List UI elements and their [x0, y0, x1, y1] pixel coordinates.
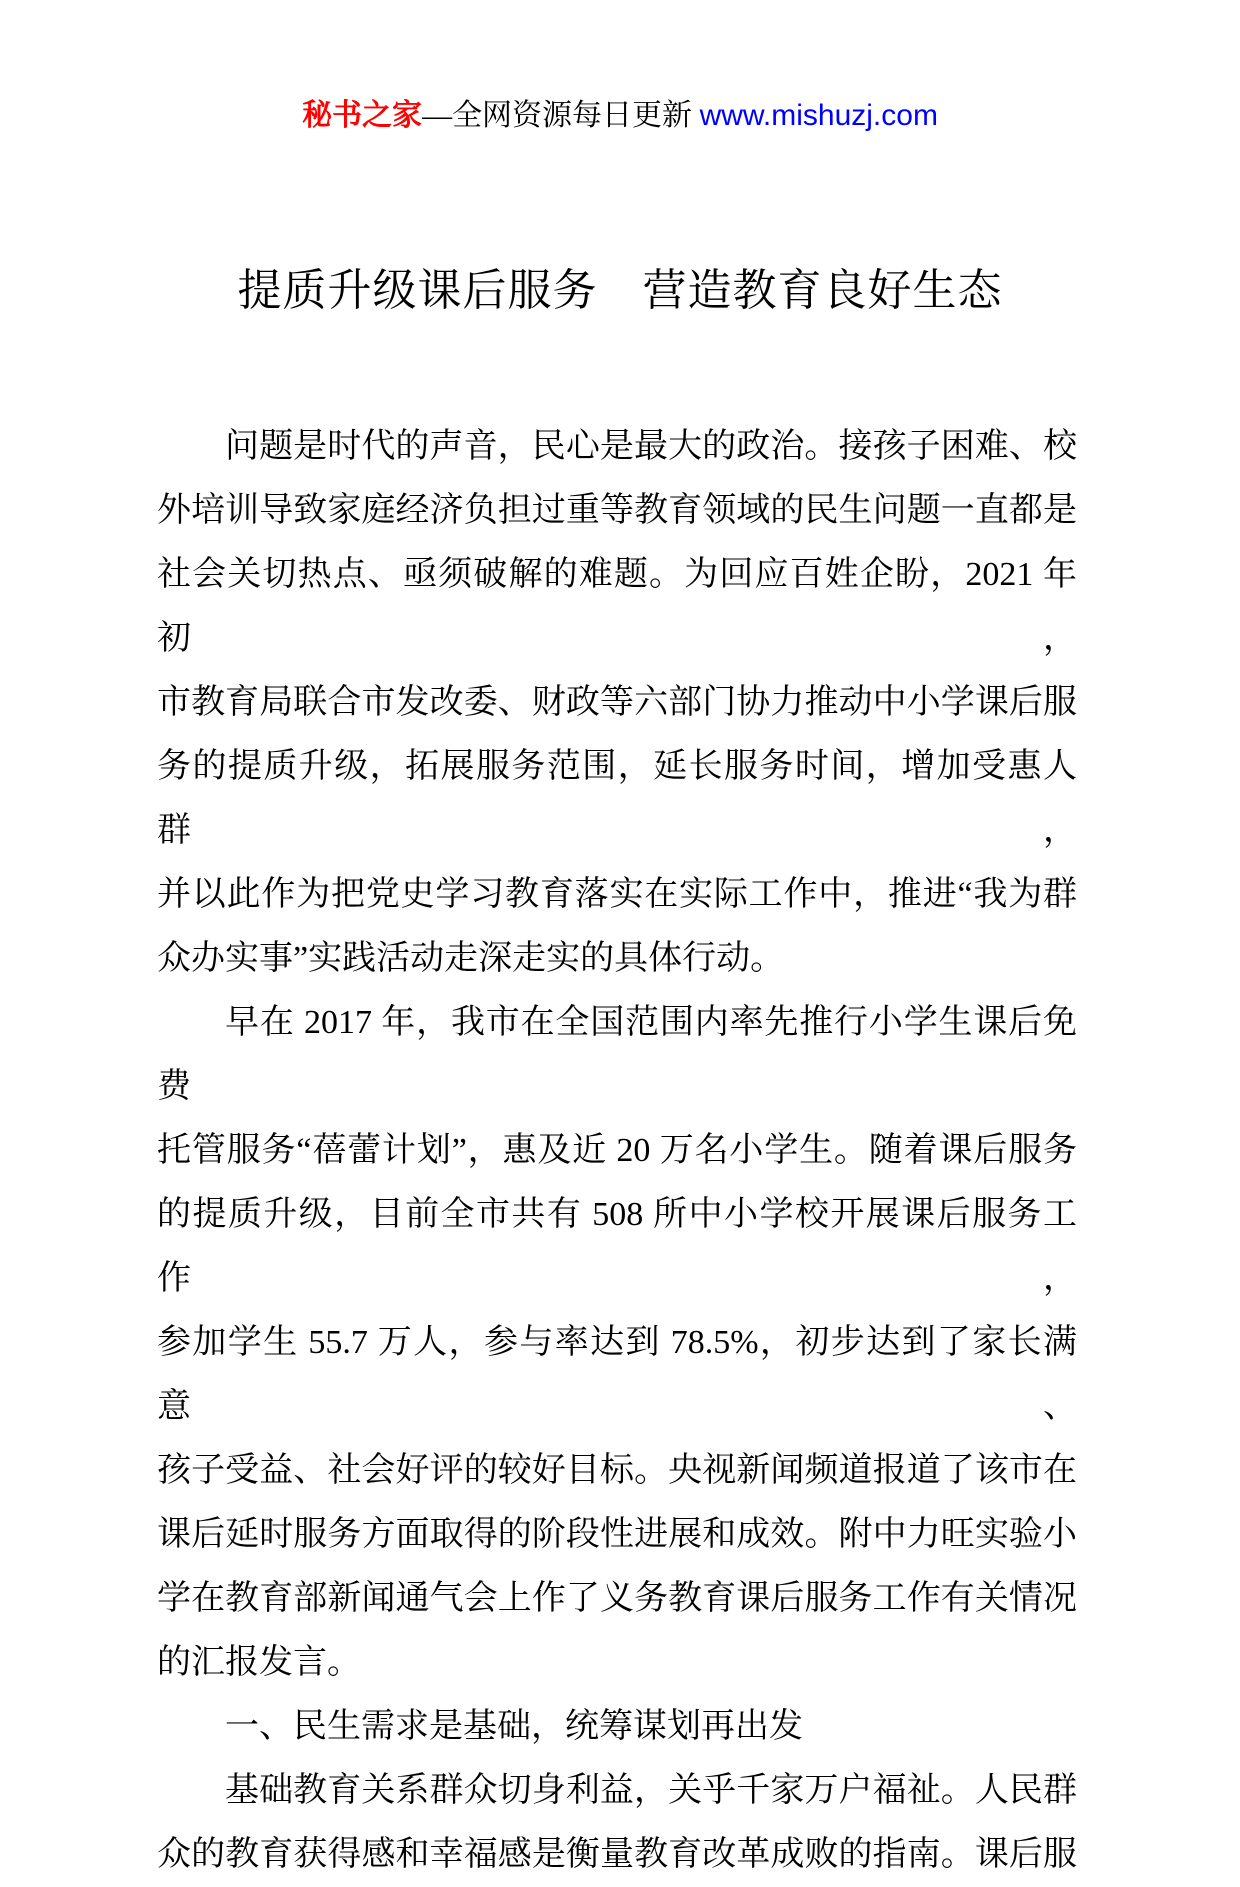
body-line: 市教育局联合市发改委、财政等六部门协力推动中小学课后服 — [157, 684, 1077, 721]
body-line: 托管服务“蓓蕾计划”，惠及近 20 万名小学生。随着课后服务 — [157, 1132, 1077, 1169]
page-header — [0, 0, 1240, 136]
body-line: 问题是时代的声音，民心是最大的政治。接孩子困难、校 — [225, 428, 1077, 465]
header-tagline: —全网资源每日更新 — [422, 99, 700, 132]
body-line: 孩子受益、社会好评的较好目标。央视新闻频道报道了该市在 — [157, 1452, 1077, 1489]
section-heading: 一、民生需求是基础，统筹谋划再出发 — [225, 1708, 803, 1745]
body-line: 学在教育部新闻通气会上作了义务教育课后服务工作有关情况 — [157, 1580, 1077, 1617]
body-line: 课后延时服务方面取得的阶段性进展和成效。附中力旺实验小 — [157, 1516, 1077, 1553]
body-line: 早在 2017 年，我市在全国范围内率先推行小学生课后免费 — [157, 1004, 1077, 1105]
body-line: 并以此作为把党史学习教育落实在实际工作中，推进“我为群 — [157, 876, 1077, 913]
body-line: 众的教育获得感和幸福感是衡量教育改革成败的指南。课后服 — [157, 1836, 1077, 1873]
body-line: 众办实事”实践活动走深走实的具体行动。 — [157, 940, 785, 977]
body-line: 参加学生 55.7 万人，参与率达到 78.5%，初步达到了家长满意、 — [157, 1324, 1077, 1425]
body-line: 外培训导致家庭经济负担过重等教育领域的民生问题一直都是 — [157, 492, 1077, 529]
body-line: 的汇报发言。 — [157, 1644, 361, 1681]
document-body — [0, 415, 1240, 1887]
body-line: 基础教育关系群众切身利益，关乎千家万户福祉。人民群 — [225, 1772, 1077, 1809]
header-brand: 秘书之家 — [302, 99, 423, 132]
header-url-link[interactable]: www.mishuzj.com — [699, 99, 938, 132]
document-title: 提质升级课后服务 营造教育良好生态 — [237, 266, 1003, 315]
body-line: 社会关切热点、亟须破解的难题。为回应百姓企盼，2021 年初， — [157, 556, 1077, 657]
body-line: 务的提质升级，拓展服务范围，延长服务时间，增加受惠人群， — [157, 748, 1077, 849]
body-line: 的提质升级，目前全市共有 508 所中小学校开展课后服务工作， — [157, 1196, 1077, 1297]
